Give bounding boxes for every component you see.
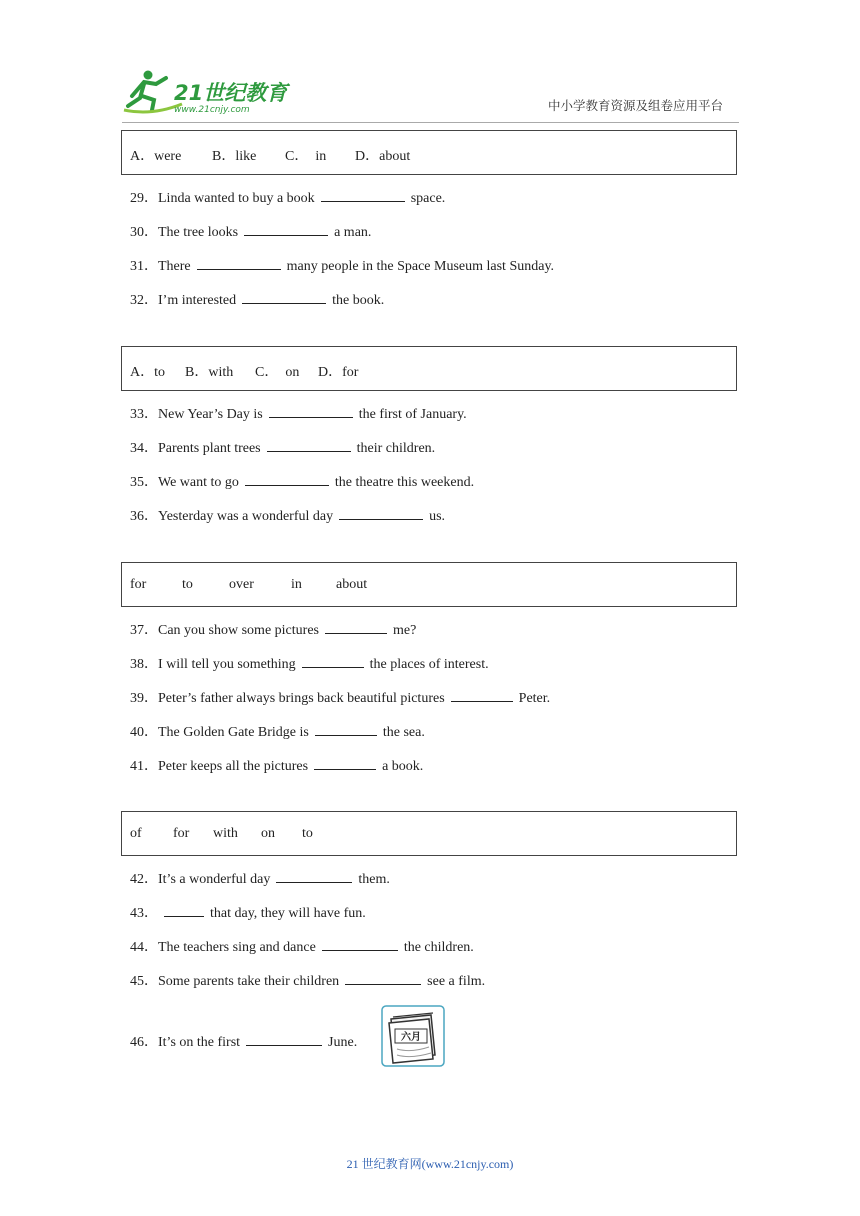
question-number: 39．: [130, 691, 158, 706]
question-text-before: It’s on the first: [158, 1035, 241, 1050]
question-text-before: Yesterday was a wonderful day: [158, 509, 334, 524]
word-option: for: [173, 826, 190, 841]
question-text-after: a man.: [334, 225, 372, 240]
question-row: [130, 755, 423, 775]
word-option: C． on: [255, 365, 300, 380]
question-number: 29．: [130, 191, 158, 206]
answer-blank[interactable]: [325, 621, 387, 634]
question-number: 45．: [130, 974, 158, 989]
page-header: [0, 0, 860, 126]
question-text-after: that day, they will have fun.: [210, 906, 366, 921]
word-option: over: [229, 577, 254, 592]
answer-blank[interactable]: [267, 439, 351, 452]
question-text-before: Parents plant trees: [158, 441, 261, 456]
question-text-after: June.: [328, 1035, 358, 1050]
logo: [122, 66, 292, 116]
question-text-before: The tree looks: [158, 225, 239, 240]
question-row: [130, 619, 416, 639]
question-text-after: the places of interest.: [369, 657, 489, 672]
question-text-after: many people in the Space Museum last Sunday.: [286, 259, 555, 274]
answer-blank[interactable]: [269, 405, 353, 418]
question-text-before: I will tell you something: [158, 657, 296, 672]
question-text-before: There: [158, 259, 191, 274]
question-number: 44．: [130, 940, 158, 955]
question-number: 30．: [130, 225, 158, 240]
question-number: 42．: [130, 872, 158, 887]
word-option: on: [261, 826, 275, 841]
question-text-after: the theatre this weekend.: [334, 475, 475, 490]
answer-blank[interactable]: [451, 689, 513, 702]
question-text-before: The Golden Gate Bridge is: [158, 725, 309, 740]
question-text-after: me?: [392, 623, 417, 638]
question-text-after: the first of January.: [358, 407, 467, 422]
word-option: A．were: [130, 149, 182, 164]
question-text-before: It’s a wonderful day: [158, 872, 271, 887]
answer-blank[interactable]: [244, 223, 328, 236]
question-row: [130, 653, 489, 673]
question-row: [130, 721, 425, 741]
question-text-after: us.: [429, 509, 446, 524]
question-text-after: their children.: [356, 441, 436, 456]
question-text-before: New Year’s Day is: [158, 407, 263, 422]
question-number: 41．: [130, 759, 158, 774]
question-number: 43．: [130, 906, 158, 921]
word-option: to: [182, 577, 193, 592]
word-option: in: [291, 577, 302, 592]
logo-url: www.21cnjy.com: [174, 105, 250, 115]
question-text-before: Linda wanted to buy a book: [158, 191, 315, 206]
question-text-after: a book.: [382, 759, 424, 774]
answer-blank[interactable]: [322, 938, 398, 951]
answer-blank[interactable]: [246, 1033, 322, 1046]
question-row: [130, 970, 485, 990]
question-number: 31．: [130, 259, 158, 274]
platform-name: 中小学教育资源及组卷应用平台: [548, 98, 724, 113]
answer-blank[interactable]: [315, 723, 377, 736]
question-text-after: space.: [410, 191, 446, 206]
question-number: 46．: [130, 1035, 158, 1050]
question-text-before: Can you show some pictures: [158, 623, 319, 638]
calendar-label: 六月: [401, 1032, 421, 1043]
answer-blank[interactable]: [339, 507, 423, 520]
question-text-before: Peter’s father always brings back beautiful pictures: [158, 691, 445, 706]
question-text-before: Some parents take their children: [158, 974, 340, 989]
footer: 21 世纪教育网(www.21cnjy.com): [346, 1157, 514, 1171]
question-number: 38．: [130, 657, 158, 672]
question-row: [130, 505, 445, 525]
answer-blank[interactable]: [314, 757, 376, 770]
question-number: 40．: [130, 725, 158, 740]
answer-blank[interactable]: [242, 291, 326, 304]
question-text-after: the children.: [403, 940, 474, 955]
question-row: [130, 936, 474, 956]
question-number: 32．: [130, 293, 158, 308]
question-number: 34．: [130, 441, 158, 456]
word-option: D．for: [318, 365, 359, 380]
question-text-after: them.: [358, 872, 390, 887]
word-option: C． in: [285, 149, 327, 164]
question-number: 35．: [130, 475, 158, 490]
question-text-after: the book.: [332, 293, 385, 308]
question-row: [130, 437, 435, 457]
answer-blank[interactable]: [302, 655, 364, 668]
answer-blank[interactable]: [276, 870, 352, 883]
logo-text: 21世纪教育: [174, 81, 288, 105]
word-option: B．with: [185, 365, 234, 380]
question-row: [130, 403, 467, 423]
question-text-before: The teachers sing and dance: [158, 940, 316, 955]
question-row: [130, 902, 366, 922]
question-number: 37．: [130, 623, 158, 638]
question-text-after: the sea.: [382, 725, 425, 740]
word-option: for: [130, 577, 147, 592]
question-text-after: see a film.: [427, 974, 486, 989]
question-number: 33．: [130, 407, 158, 422]
question-row: [130, 187, 445, 207]
answer-blank[interactable]: [321, 189, 405, 202]
word-bank-box: [121, 130, 737, 175]
question-text-after: Peter.: [518, 691, 551, 706]
question-row: [130, 868, 390, 888]
question-row: [130, 687, 550, 707]
word-option: of: [130, 826, 142, 841]
question-row: [130, 471, 474, 491]
header-divider: [122, 122, 739, 123]
answer-blank[interactable]: [164, 904, 204, 917]
word-bank-box: [121, 346, 737, 391]
word-option: with: [213, 826, 238, 841]
answer-blank[interactable]: [245, 473, 329, 486]
question-text-before: Peter keeps all the pictures: [158, 759, 309, 774]
question-number: 36．: [130, 509, 158, 524]
word-option: to: [302, 826, 313, 841]
question-text-before: I’m interested: [158, 293, 237, 308]
word-option: B．like: [212, 149, 257, 164]
question-row: [130, 1031, 357, 1051]
word-option: A．to: [130, 365, 165, 380]
word-option: D．about: [355, 149, 411, 164]
calendar-icon: [381, 1005, 445, 1067]
question-row: [130, 289, 384, 309]
word-bank-box: [121, 562, 737, 607]
answer-blank[interactable]: [345, 972, 421, 985]
answer-blank[interactable]: [197, 257, 281, 270]
question-text-before: We want to go: [158, 475, 239, 490]
question-row: [130, 255, 554, 275]
word-option: about: [336, 577, 368, 592]
question-row: [130, 221, 371, 241]
word-bank-box: [121, 811, 737, 856]
